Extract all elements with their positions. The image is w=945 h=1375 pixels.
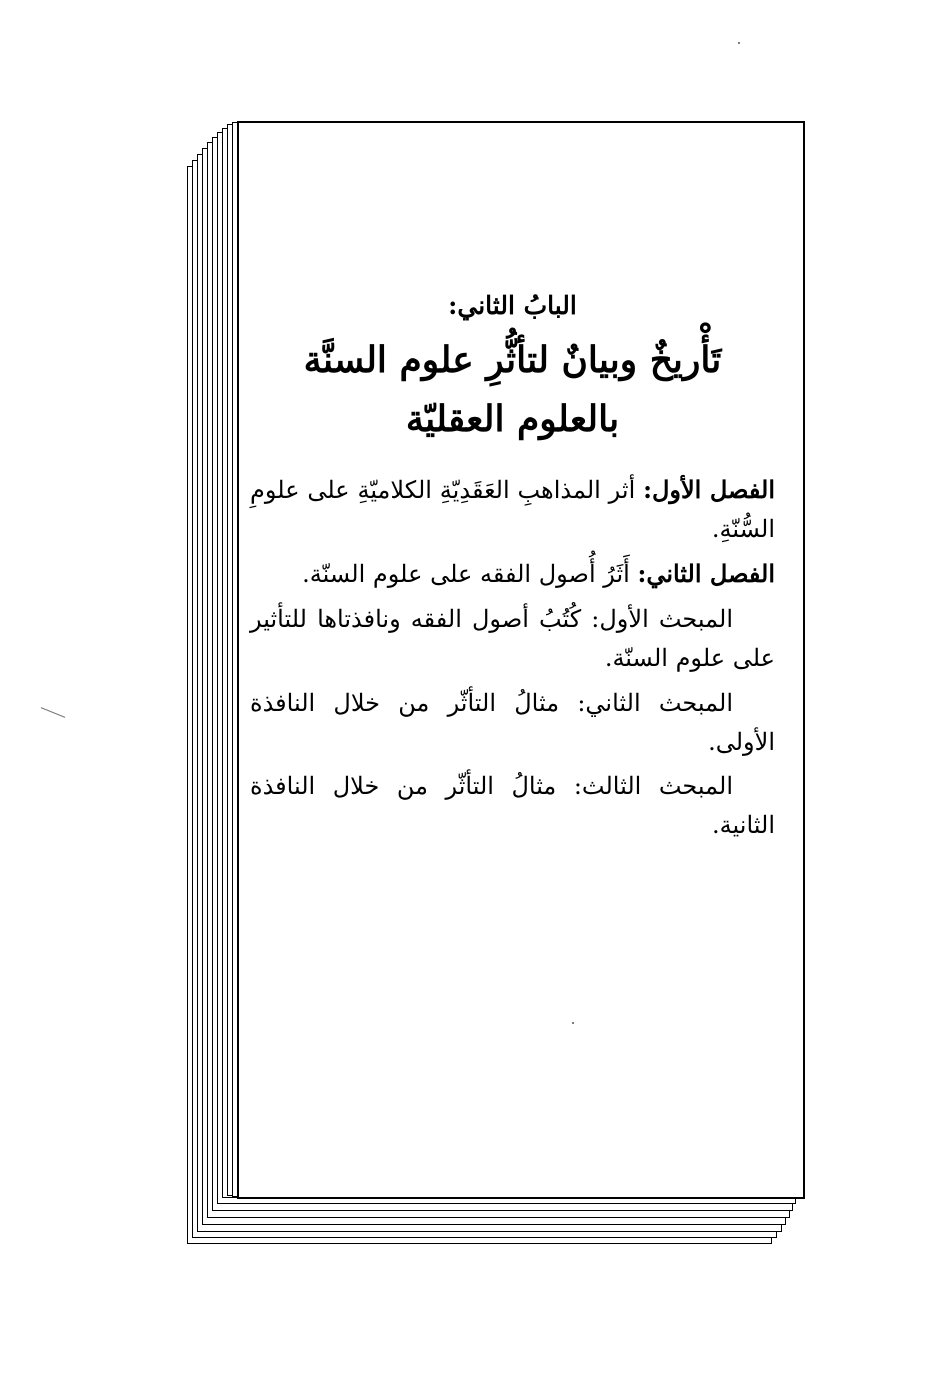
chapter-2-label: الفصل الثاني: [637,559,775,589]
chapter-1-text: أثر المذاهبِ العَقَدِيّةِ الكلاميّةِ على علومِ السُّنّةِ. [250,476,775,544]
section-2-entry: المبحث الثاني: مثالُ التأثّر من خلال النافذة الأولى. [250,688,775,756]
scan-speck [738,42,740,44]
part-title-line-2: بالعلوم العقليّة [405,397,620,440]
chapter-2-text: أَثَرُ أُصول الفقه على علوم السنّة. [302,560,638,589]
chapter-1-entry [250,471,775,549]
chapter-1-label: الفصل الأول: [643,475,775,505]
part-title [250,331,775,450]
chapter-2-entry [250,555,775,594]
section-1-entry: المبحث الأول: كُتُبُ أصول الفقه ونافذتاها للتأثير على علوم السنّة. [250,604,775,672]
scan-mark [41,707,65,718]
page-content [250,290,775,851]
part-label: البابُ الثاني: [448,291,577,320]
part-title-line-1: تَأْريخٌ وبيانٌ لتأثُّرِ علوم السنَّة [303,338,722,381]
section-3-entry: المبحث الثالث: مثالُ التأثّر من خلال النافذة الثانية. [250,772,775,840]
scan-speck [572,1022,574,1024]
